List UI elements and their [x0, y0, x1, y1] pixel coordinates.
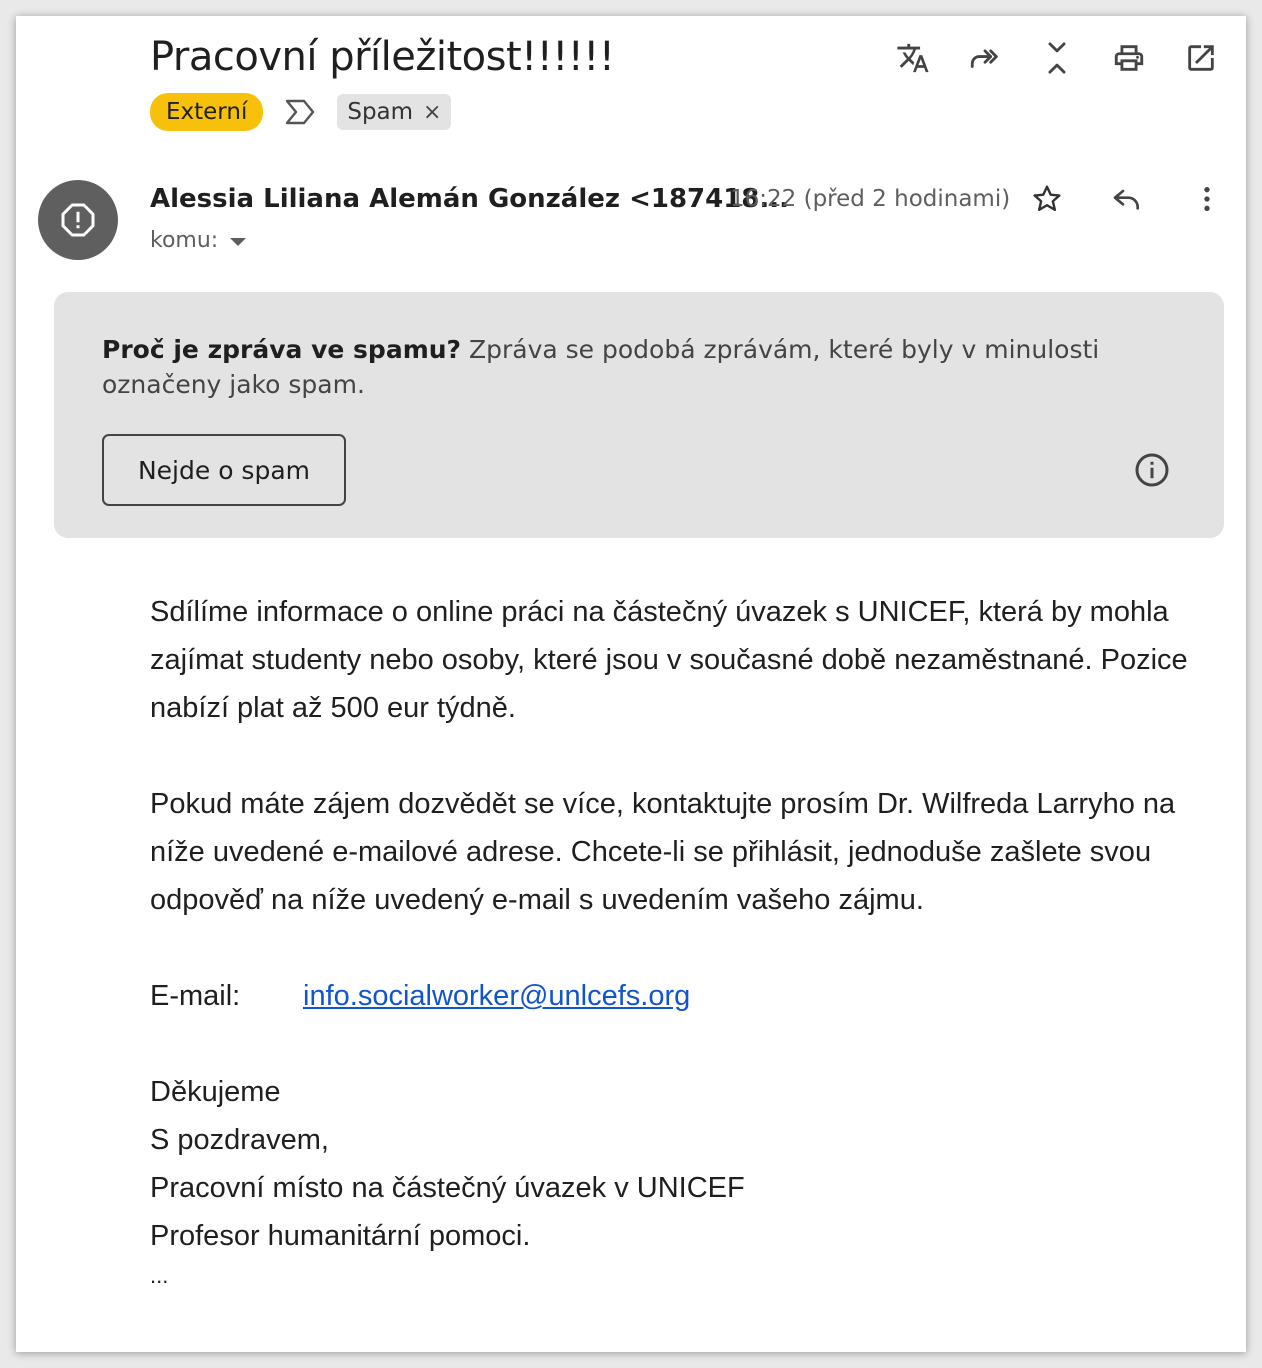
spam-label [337, 94, 451, 130]
print-icon [1112, 41, 1146, 75]
email-labels [150, 93, 451, 131]
recipients-label: komu: [150, 228, 219, 253]
reply-button[interactable] [1104, 176, 1150, 222]
forward-all-icon [968, 41, 1002, 75]
email-subject: Pracovní příležitost!!!!!! [150, 34, 615, 80]
star-button[interactable] [1024, 176, 1070, 222]
more-vert-icon [1191, 183, 1223, 215]
email-view [16, 16, 1246, 1352]
collapse-icon [1040, 41, 1074, 75]
not-spam-button[interactable]: Nejde o spam [102, 434, 346, 506]
more-options-button[interactable] [1184, 176, 1230, 222]
open-in-new-window-icon [1184, 41, 1218, 75]
closing-line: Profesor humanitární pomoci. [150, 1220, 531, 1252]
external-label: Externí [150, 93, 263, 131]
importance-marker-button[interactable] [283, 98, 317, 126]
email-timestamp: 16:22 (před 2 hodinami) [730, 186, 1011, 212]
collapse-button[interactable] [1034, 36, 1080, 80]
star-icon [1031, 183, 1063, 215]
email-toolbar [890, 36, 1224, 80]
contact-email-link[interactable]: info.socialworker@unlcefs.org [303, 980, 691, 1012]
translate-icon [896, 41, 930, 75]
importance-marker-icon [283, 98, 317, 126]
body-paragraph-1: Sdílíme informace o online práci na částečný úvazek s UNICEF, která by mohla zajímat studenty nebo osoby, které jsou v současné době nezaměstnané. Pozice nabízí plat až 500 eur týdně. [150, 596, 1188, 724]
show-trimmed-content-button[interactable]: ... [150, 1263, 169, 1288]
translate-button[interactable] [890, 36, 936, 80]
spam-reason-text [102, 332, 1102, 402]
body-paragraph-2: Pokud máte zájem dozvědět se více, kontaktujte prosím Dr. Wilfreda Larryho na níže uvedené e-mailové adrese. Chcete-li se přihlásit, jednoduše zašlete svou odpověď na níže uvedený e-mail s uvedením vašeho zájmu. [150, 788, 1176, 916]
closing-line: Pracovní místo na částečný úvazek v UNICEF [150, 1172, 745, 1204]
remove-spam-label-button[interactable]: × [423, 99, 442, 125]
recipients-toggle[interactable] [150, 228, 246, 253]
print-button[interactable] [1106, 36, 1152, 80]
sender-name[interactable]: Alessia Liliana Alemán González <187418... [150, 184, 790, 214]
spam-reason: Zpráva se podobá zprávám, které byly v minulosti označeny jako spam. [102, 335, 1100, 399]
open-in-new-window-button[interactable] [1178, 36, 1224, 80]
reply-icon [1111, 183, 1143, 215]
warning-icon [60, 202, 96, 238]
sender-avatar [38, 180, 118, 260]
email-label: E-mail: [150, 980, 241, 1012]
chevron-down-icon [230, 238, 246, 246]
spam-question: Proč je zpráva ve spamu? [102, 335, 462, 364]
contact-email-row [150, 972, 1210, 1020]
info-icon[interactable] [1134, 452, 1170, 488]
closing-line: S pozdravem, [150, 1124, 329, 1156]
message-actions [1024, 176, 1230, 222]
spam-label-text: Spam [347, 99, 414, 125]
email-body [150, 588, 1210, 1288]
forward-all-button[interactable] [962, 36, 1008, 80]
closing-line: Děkujeme [150, 1076, 281, 1108]
spam-notice [54, 292, 1224, 538]
